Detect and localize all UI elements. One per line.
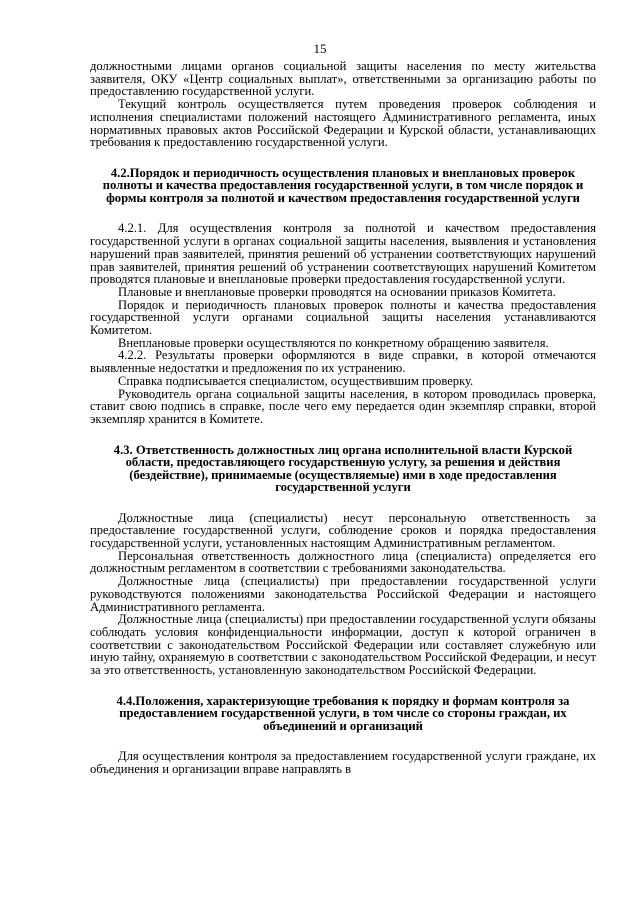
paragraph-continuation: должностными лицами органов социальной защиты населения по месту жительства заявителя, ОКУ «Центр социальных выплат», ответственными за организацию работы по предоставлению государственной услуги. [90, 59, 596, 99]
section-heading-4-3: 4.3. Ответственность должностных лиц органа исполнительной власти Курской области, предоставляющего государственную услугу, за решения и действия (бездействие), принимаемые (осуществляемые) ими в ходе предоставления государственной услуги [113, 442, 573, 495]
paragraph-4-2-1: 4.2.1. Для осуществления контроля за полнотой и качеством предоставления государственной услуги в органах социальной защиты населения, выявления и установления нарушений прав заявителей, принятия решений об устранении соответствующих нарушений прав заявителей, принятия решений об устранении соответствующих нарушений Комитетом проводятся плановые и внеплановые проверки предоставления государственной услуги. [90, 221, 596, 287]
paragraph-current-control: Текущий контроль осуществляется путем проведения проверок соблюдения и исполнения специалистами положений настоящего Административного регламента, иных нормативных правовых актов Российской Федерации и Курской области, устанавливающих требования к предоставлению государственной услуги. [90, 97, 596, 150]
paragraph-unplanned-checks: Внеплановые проверки осуществляются по конкретному обращению заявителя. [118, 335, 549, 350]
paragraph-check-frequency: Порядок и периодичность плановых проверок полноты и качества предоставления государственной услуги органами социальной защиты населения устанавливаются Комитетом. [90, 297, 596, 338]
paragraph-planned-checks: Плановые и внеплановые проверки проводятся на основании приказов Комитета. [118, 284, 556, 299]
document-body [90, 60, 596, 776]
paragraph-legislation-guidance: Должностные лица (специалисты) при предоставлении государственной услуги руководствуются положениями законодательства Российской Федерации и настоящего Административного регламента. [90, 574, 596, 614]
paragraph-report-copies: Руководитель органа социальной защиты населения, в котором проводилась проверка, ставит свою подпись в справке, после чего ему передается один экземпляр справки, второй экземпляр хранится в Комитете. [90, 386, 596, 426]
paragraph-4-2-2: 4.2.2. Результаты проверки оформляются в виде справки, в которой отмечаются выявленные недостатки и предложения по их устранению. [90, 348, 596, 376]
paragraph-personal-responsibility: Должностные лица (специалисты) несут персональную ответственность за предоставление государственной услуги, соблюдение сроков и порядка предоставления государственной услуги, установленных настоящим Административным регламентом. [90, 510, 596, 551]
page-number: 15 [313, 41, 327, 56]
paragraph-citizen-control: Для осуществления контроля за предоставлением государственной услуги граждане, их объединения и организации вправе направлять в [90, 749, 596, 777]
paragraph-confidentiality: Должностные лица (специалисты) при предоставлении государственной услуги обязаны соблюдать условия конфиденциальности информации, доступ к которой ограничен в соответствии с законодательством Российской Федерации или составляет служебную или иную тайну, охраняемую в соответствии с законодательством Российской Федерации, и несут за это ответственность, установленную законодательством Российской Федерации. [90, 612, 596, 678]
paragraph-report-signing: Справка подписывается специалистом, осуществившим проверку. [118, 373, 474, 388]
section-heading-4-2: 4.2.Порядок и периодичность осуществления плановых и внеплановых проверок полноты и качества предоставления государственной услуги, в том числе порядок и формы контроля за полнотой и качеством предоставления государственной услуги [102, 165, 584, 205]
paragraph-responsibility-regulation: Персональная ответственность должностного лица (специалиста) определяется его должностным регламентом в соответствии с требованиями законодательства. [90, 548, 596, 576]
section-heading-4-4: 4.4.Положения, характеризующие требования к порядку и формам контроля за предоставлением государственной услуги, в том числе со стороны граждан, их объединений и организаций [116, 693, 570, 733]
